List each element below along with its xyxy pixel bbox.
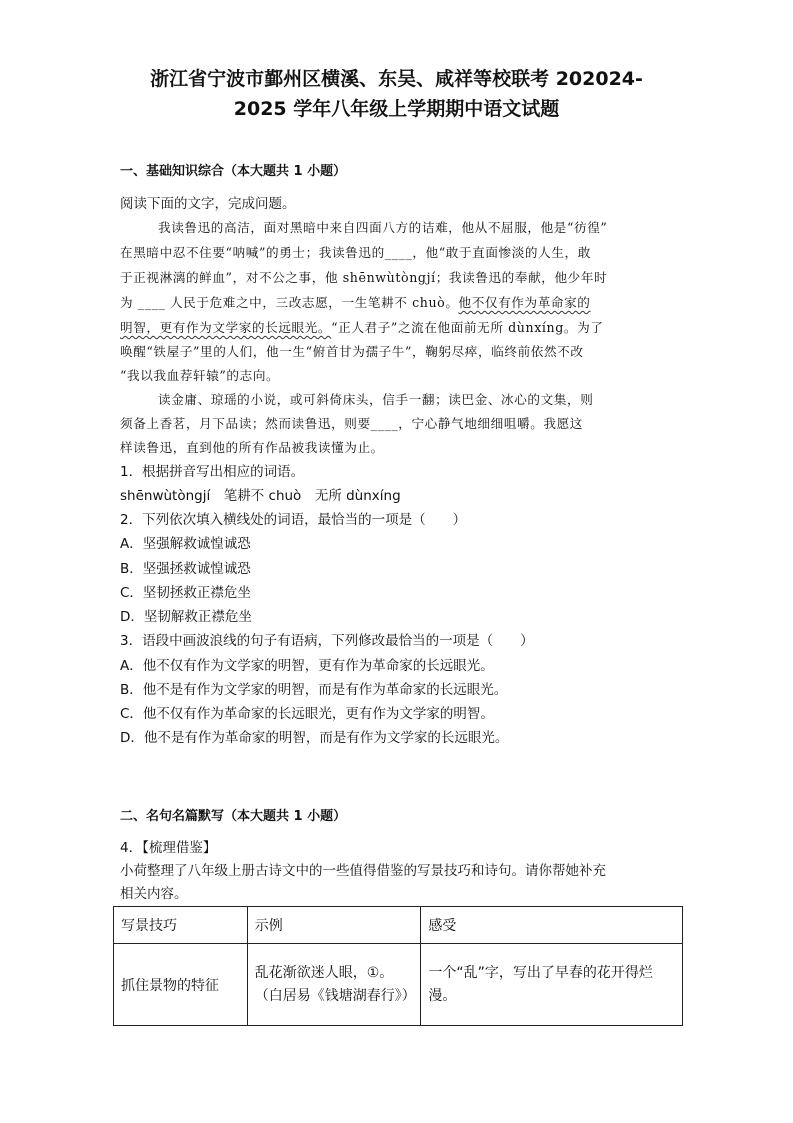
option-c: C．坚韧拯救正襟危坐 (120, 585, 251, 601)
option-b: B．坚强拯救诚惶诚恐 (120, 561, 251, 577)
passage-line: 读金庸、琼瑶的小说，或可斜倚床头，信手一翻；读巴金、冰心的文集，则 (158, 392, 594, 407)
passage-line (120, 317, 603, 336)
question-1-pinyin: shēnwùtòngjí 笔耕不 chuò 无所 dùnxíng (120, 488, 401, 504)
table-header-row (114, 907, 683, 944)
title-line-2: 2025 学年八年级上学期期中语文试题 (233, 98, 560, 120)
table-row (114, 944, 683, 1026)
wavy-underlined-sentence: 他不仅有作为革命家的 (458, 295, 591, 310)
passage-line: 我读鲁迅的高洁，面对黑暗中来自四面八方的诘难，他从不屈服，他是“彷徨” (158, 220, 608, 235)
writing-techniques-table (113, 906, 683, 1026)
passage-line: 样读鲁迅，直到他的所有作品被我读懂为止。 (120, 440, 384, 455)
question-4-text: 小荷整理了八年级上册古诗文中的一些值得借鉴的写景技巧和诗句。请你帮她补充 (120, 863, 606, 879)
option-d: D．坚韧解救正襟危坐 (120, 609, 252, 625)
option-d: D．他不是有作为革命家的明智，而是有作为文学家的长远眼光。 (120, 730, 509, 746)
passage-line: 须备上香茗，月下品读；然而读鲁迅，则要____，宁心静气地细细咀嚼。我愿这 (120, 416, 583, 431)
table-header-cell: 示例 (247, 907, 421, 944)
option-a: A．坚强解救诚惶诚恐 (120, 536, 251, 552)
table-cell: 抓住景物的特征 (114, 944, 248, 1026)
section-heading-2: 二、名句名篇默写（本大题共 1 小题） (120, 809, 347, 824)
question-2: 2．下列依次填入横线处的词语，最恰当的一项是（ ） (120, 512, 467, 528)
option-a: A．他不仅有作为文学家的明智，更有作为革命家的长远眼光。 (120, 658, 494, 674)
passage-line: 于正视淋漓的鲜血”，对不公之事，他 shēnwùtòngjí；我读鲁迅的奉献，他少年时 (120, 270, 608, 285)
reading-instruction: 阅读下面的文字，完成问题。 (120, 196, 296, 212)
passage-line: “我以我血荐轩辕”的志向。 (120, 368, 280, 383)
passage-line: 唤醒“铁屋子”里的人们，他一生“俯首甘为孺子牛”，鞠躬尽瘁，临终前依然不改 (120, 344, 584, 359)
section-heading-1: 一、基础知识综合（本大题共 1 小题） (120, 164, 347, 179)
option-c: C．他不仅有作为革命家的长远眼光，更有作为文学家的明智。 (120, 706, 494, 722)
table-header-cell: 写景技巧 (114, 907, 248, 944)
passage-text: 为 ____ 人民于危难之中，三改志愿，一生笔耕不 chuò。 (120, 295, 459, 310)
table-header-cell: 感受 (421, 907, 683, 944)
question-3: 3．语段中画波浪线的句子有语病，下列修改最恰当的一项是（ ） (120, 633, 534, 649)
option-b: B．他不是有作为文学家的明智，而是有作为革命家的长远眼光。 (120, 682, 508, 698)
question-4-text: 相关内容。 (120, 886, 188, 902)
table-cell: 一个“乱”字，写出了早春的花开得烂漫。 (421, 944, 683, 1026)
title-line-1: 浙江省宁波市鄞州区横溪、东吴、咸祥等校联考 202024- (150, 68, 643, 90)
table-cell: 乱花渐欲迷人眼，①。（白居易《钱塘湖春行》） (247, 944, 421, 1026)
question-4-heading: 4．【梳理借鉴】 (120, 840, 217, 856)
passage-text: “正人君子”之流在他面前无所 dùnxíng。为了 (331, 320, 604, 335)
passage-line (120, 292, 590, 311)
page-title (0, 64, 793, 124)
wavy-underlined-sentence: 明智，更有作为文学家的长远眼光。 (120, 320, 332, 335)
question-1: 1．根据拼音写出相应的词语。 (120, 464, 305, 480)
passage-line: 在黑暗中忍不住要“呐喊”的勇士；我读鲁迅的____，他“敢于直面惨淡的人生，敢 (120, 245, 591, 260)
